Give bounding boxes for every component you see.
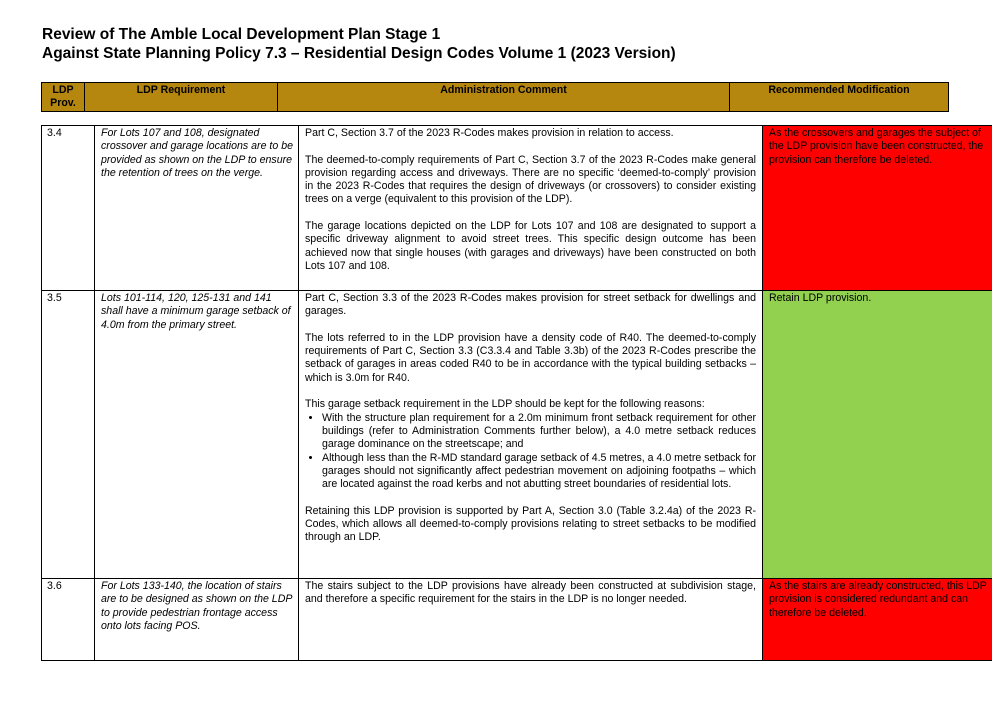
review-table: [41, 125, 992, 661]
header-ldp-requirement: LDP Requirement: [85, 83, 278, 112]
comment-paragraph: Part C, Section 3.7 of the 2023 R-Codes makes provision in relation to access.: [305, 127, 674, 139]
table-row: [42, 579, 992, 661]
header-recommended-modification: Recommended Modification: [730, 83, 949, 112]
provision-number: 3.6: [42, 579, 95, 661]
comment-paragraph: Part C, Section 3.3 of the 2023 R-Codes makes provision for street setback for dwellings and garages.: [305, 292, 756, 318]
table-row: [42, 126, 992, 291]
ldp-requirement: Lots 101-114, 120, 125-131 and 141 shall have a minimum garage setback of 4.0m from the primary street.: [95, 291, 299, 579]
title-line-2: Against State Planning Policy 7.3 – Residential Design Codes Volume 1 (2023 Version): [42, 45, 676, 62]
provision-number: 3.5: [42, 291, 95, 579]
recommended-modification: As the crossovers and garages the subject of the LDP provision have been constructed, the provision can therefore be deleted.: [763, 126, 992, 291]
comment-bullet-list: [305, 412, 756, 492]
administration-comment: [299, 126, 763, 291]
comment-bullet: • With the structure plan requirement for a 2.0m minimum front setback requirement for other buildings (refer to Administration Comments further below), a 4.0 metre setback reduces garage dominance on the streetscape; and: [322, 412, 756, 452]
table-row: [42, 291, 992, 579]
header-administration-comment: Administration Comment: [278, 83, 730, 112]
comment-bullet: • Although less than the R-MD standard garage setback of 4.5 metres, a 4.0 metre setback for garages should not significantly affect pedestrian movement on adjoining footpaths – which are located against the road kerbs and not abutting street boundaries of residential lots.: [322, 452, 756, 492]
ldp-requirement: For Lots 107 and 108, designated crossover and garage locations are to be provided as shown on the LDP to ensure the retention of trees on the verge.: [95, 126, 299, 291]
comment-paragraph: The lots referred to in the LDP provision have a density code of R40. The deemed-to-comply requirements of Part C, Section 3.3 (C3.3.4 and Table 3.3b) of the 2023 R-Codes prescribe the setback of garages in areas coded R40 to be in accordance with the typical building setbacks – which is 3.0m for R40.: [305, 331, 756, 384]
ldp-requirement: For Lots 133-140, the location of stairs are to be designed as shown on the LDP to provide pedestrian frontage access onto lots facing POS.: [95, 579, 299, 661]
comment-paragraph: The garage locations depicted on the LDP for Lots 107 and 108 are designated to support a specific driveway alignment to avoid street trees. This specific design outcome has been achieved now that single houses (with garages and driveways) have been constructed on both Lots 107 and 108.: [305, 220, 756, 272]
comment-paragraph: This garage setback requirement in the LDP should be kept for the following reasons:: [305, 398, 705, 411]
header-ldp-prov: LDP Prov.: [42, 83, 85, 112]
document-title: [42, 25, 676, 63]
recommended-modification: Retain LDP provision.: [763, 291, 992, 579]
administration-comment: [299, 291, 763, 579]
administration-comment: [299, 579, 763, 661]
recommended-modification: As the stairs are already constructed, this LDP provision is considered redundant and can therefore be deleted.: [763, 579, 992, 661]
comment-paragraph: The deemed-to-comply requirements of Part C, Section 3.7 of the 2023 R-Codes make general provision regarding access and driveways. There are no specific ‘deemed-to-comply’ provision in the 2023 R-Codes that requires the design of driveways (or crossovers) to consider existing trees on a verge (equivalent to this provision of the LDP).: [305, 153, 756, 206]
provision-number: 3.4: [42, 126, 95, 291]
comment-paragraph: The stairs subject to the LDP provisions have already been constructed at subdivision stage, and therefore a specific requirement for the stairs in the LDP is no longer needed.: [305, 580, 756, 606]
header-table: [41, 82, 949, 112]
title-line-1: Review of The Amble Local Development Plan Stage 1: [42, 26, 441, 43]
header-row: [42, 83, 949, 112]
comment-paragraph: Retaining this LDP provision is supported by Part A, Section 3.0 (Table 3.2.4a) of the 2023 R-Codes, which allows all deemed-to-comply provisions relating to street setbacks to be modified through an LDP.: [305, 504, 756, 544]
